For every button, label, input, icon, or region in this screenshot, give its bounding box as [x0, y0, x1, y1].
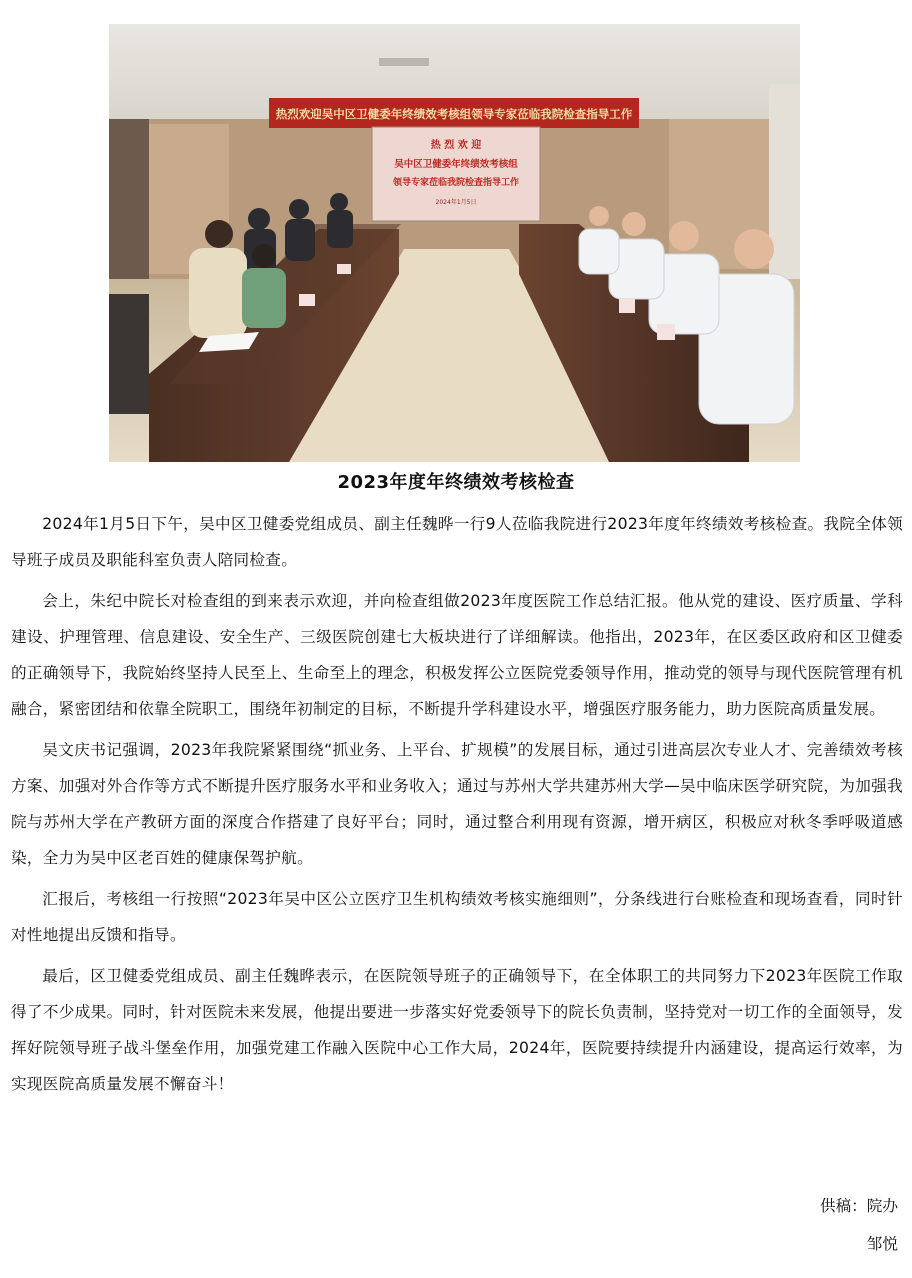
meeting-room-illustration [109, 24, 800, 462]
screen-line-1: 热 烈 欢 迎 [430, 140, 482, 151]
screen-line-2: 吴中区卫健委年终绩效考核组 [394, 159, 518, 170]
screen-line-3: 领导专家莅临我院检查指导工作 [392, 178, 520, 188]
author-name: 邹悦 [866, 1235, 898, 1253]
paragraph-1: 2024年1月5日下午，吴中区卫健委党组成员、副主任魏晔一行9人莅临我院进行2023年度年终绩效考核检查。我院全体领导班子成员及职能科室负责人陪同检查。 [11, 515, 903, 569]
paragraph-3: 吴文庆书记强调，2023年我院紧紧围绕“抓业务、上平台、扩规模”的发展目标，通过引进高层次专业人才、完善绩效考核方案、加强对外合作等方式不断提升医疗服务水平和业务收入；通过与苏州大学共建苏州大学—吴中临床医学研究院，为加强我院与苏州大学在产教研方面的深度合作搭建了良好平台；同时，通过整合利用现有资源，增开病区，积极应对秋冬季呼吸道感染，全力为吴中区老百姓的健康保驾护航。 [11, 741, 903, 867]
screen-date: 2024年1月5日 [435, 199, 477, 206]
paragraph-5: 最后，区卫健委党组成员、副主任魏晔表示，在医院领导班子的正确领导下，在全体职工的共同努力下2023年医院工作取得了不少成果。同时，针对医院未来发展，他提出要进一步落实好党委领导下的院长负责制，坚持党对一切工作的全面领导，发挥好院领导班子战斗堡垒作用，加强党建工作融入医院中心工作大局，2024年，医院要持续提升内涵建设，提高运行效率，为实现医院高质量发展不懈奋斗！ [11, 967, 903, 1093]
paragraph-2: 会上，朱纪中院长对检查组的到来表示欢迎，并向检查组做2023年度医院工作总结汇报。他从党的建设、医疗质量、学科建设、护理管理、信息建设、安全生产、三级医院创建七大板块进行了详细解读。他指出，2023年，在区委区政府和区卫健委的正确领导下，我院始终坚持人民至上、生命至上的理念，积极发挥公立医院党委领导作用，推动党的领导与现代医院管理有机融合，紧密团结和依靠全院职工，围绕年初制定的目标，不断提升学科建设水平，增强医疗服务能力，助力医院高质量发展。 [11, 592, 903, 718]
meeting-photo [109, 24, 800, 462]
paragraph-4: 汇报后，考核组一行按照“2023年吴中区公立医疗卫生机构绩效考核实施细则”，分条线进行台账检查和现场查看，同时针对性地提出反馈和指导。 [11, 890, 903, 944]
article-body [11, 506, 903, 1107]
article-title: 2023年度年终绩效考核检查 [337, 472, 575, 493]
source-credit: 供稿：院办 [820, 1197, 898, 1215]
banner-text: 热烈欢迎吴中区卫健委年终绩效考核组领导专家莅临我院检查指导工作 [275, 107, 633, 121]
